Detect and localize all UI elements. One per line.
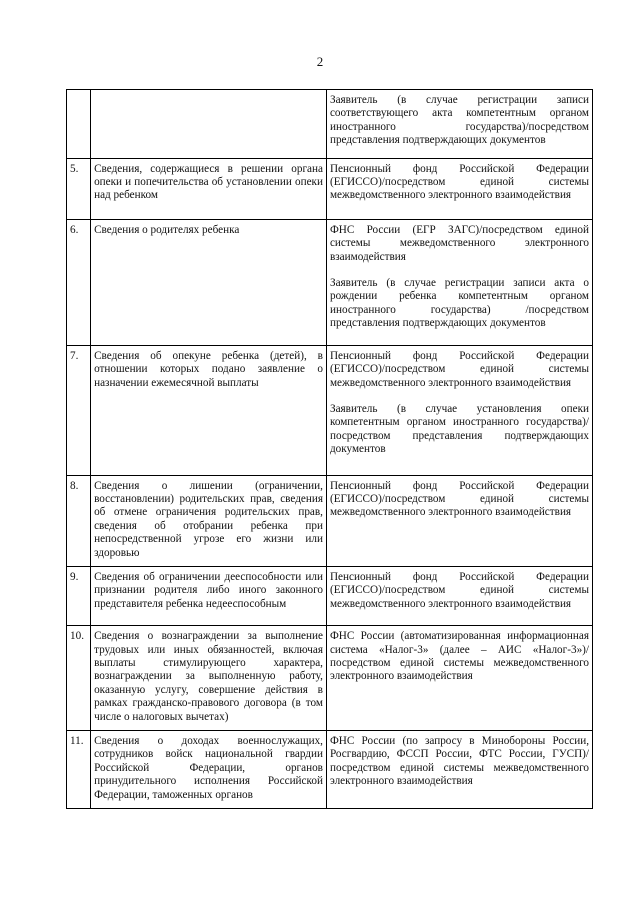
- source-paragraph: ФНС России (по запросу в Минобороны России, Росгвардию, ФССП России, ФТС России, ГУСП)/посредством единой системы межведомственного электронного взаимодействия: [329, 735, 589, 788]
- table-row: [67, 345, 593, 475]
- row-source: [326, 345, 592, 475]
- source-paragraph: Пенсионный фонд Российской Федерации (ЕГИССО)/посредством единой системы межведомственного электронного взаимодействия: [329, 570, 589, 610]
- row-information: Сведения об ограничении дееспособности или признании родителя либо иного законного представителя ребенка недееспособным: [91, 566, 327, 625]
- row-number: 7.: [67, 345, 91, 475]
- source-paragraph: Пенсионный фонд Российской Федерации (ЕГИССО)/посредством единой системы межведомственного электронного взаимодействия: [329, 349, 589, 389]
- row-information: Сведения о доходах военнослужащих, сотрудников войск национальной гвардии Российской Федерации, органов принудительного исполнения Российской Федерации, таможенных органов: [91, 731, 327, 809]
- requirements-table: [66, 89, 593, 809]
- table-row: [67, 219, 593, 345]
- table-body: [67, 90, 593, 809]
- row-number: 10.: [67, 626, 91, 731]
- source-paragraph: Заявитель (в случае регистрации записи акта о рождении ребенка компетентным органом иностранного государства) /посредством представления подтверждающих документов: [329, 277, 589, 330]
- source-paragraph: Пенсионный фонд Российской Федерации (ЕГИССО)/посредством единой системы межведомственного электронного взаимодействия: [329, 479, 589, 519]
- table-row: [67, 566, 593, 625]
- source-paragraph: Заявитель (в случае регистрации записи соответствующего акта компетентным органом иностранного государства)/посредством представления подтверждающих документов: [329, 94, 589, 147]
- row-information: Сведения о родителях ребенка: [91, 219, 327, 345]
- page-number: 2: [316, 54, 324, 69]
- row-number: 6.: [67, 219, 91, 345]
- row-information: [91, 90, 327, 159]
- table-row: [67, 90, 593, 159]
- table-row: [67, 626, 593, 731]
- row-number: 8.: [67, 475, 91, 566]
- row-number: 5.: [67, 158, 91, 219]
- source-paragraph: ФНС России (автоматизированная информационная система «Налог-3» (далее – АИС «Налог-3»)/ посредством единой системы межведомственного электронного взаимодействия: [329, 630, 589, 683]
- source-paragraph: Пенсионный фонд Российской Федерации (ЕГИССО)/посредством единой системы межведомственного электронного взаимодействия: [329, 162, 589, 202]
- row-number: [67, 90, 91, 159]
- row-source: [326, 566, 592, 625]
- row-source: [326, 626, 592, 731]
- source-paragraph: Заявитель (в случае установления опеки компетентным органом иностранного государства)/посредством представления подтверждающих документов: [329, 402, 589, 456]
- row-number: 11.: [67, 731, 91, 809]
- row-information: Сведения о вознаграждении за выполнение трудовых или иных обязанностей, включая выплаты стимулирующего характера, вознаграждении за выполненную работу, оказанную услугу, совершение действия в рамках гражданско-правового договора (в том числе о налоговых вычетах): [91, 626, 327, 731]
- table-row: [67, 731, 593, 809]
- row-information: Сведения о лишении (ограничении, восстановлении) родительских прав, сведения об отмене ограничения родительских прав, сведения об отобрании ребенка при непосредственной угрозе его жизни или здоровью: [91, 475, 327, 566]
- row-source: [326, 158, 592, 219]
- row-source: [326, 475, 592, 566]
- table-row: [67, 475, 593, 566]
- row-source: [326, 90, 592, 159]
- row-source: [326, 731, 592, 809]
- source-paragraph: ФНС России (ЕГР ЗАГС)/посредством единой системы межведомственного электронного взаимодействия: [329, 223, 589, 263]
- row-information: Сведения, содержащиеся в решении органа опеки и попечительства об установлении опеки над ребенком: [91, 158, 327, 219]
- row-source: [326, 219, 592, 345]
- row-number: 9.: [67, 566, 91, 625]
- table-row: [67, 158, 593, 219]
- row-information: Сведения об опекуне ребенка (детей), в отношении которых подано заявление о назначении ежемесячной выплаты: [91, 345, 327, 475]
